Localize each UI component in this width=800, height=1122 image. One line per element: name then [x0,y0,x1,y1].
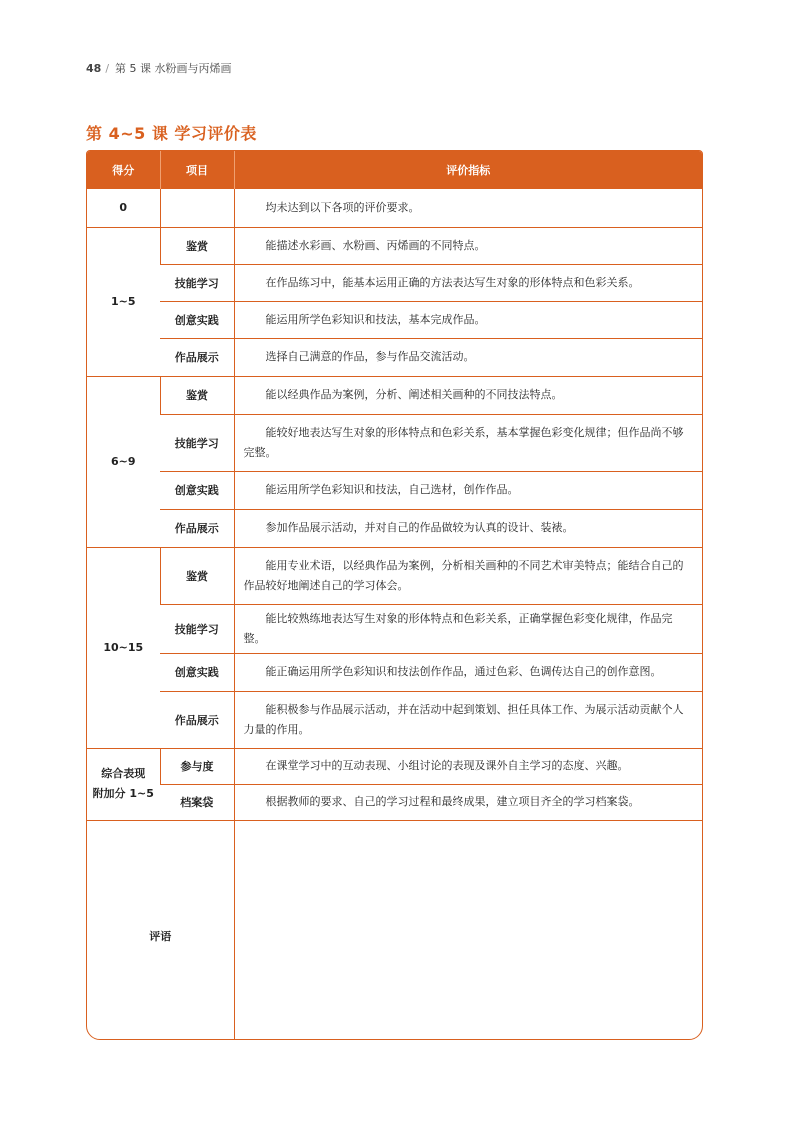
table-row [87,748,702,784]
score-cell: 0 [119,201,128,215]
criteria-cell: 能较好地表达写生对象的形体特点和色彩关系，基本掌握色彩变化规律；但作品尚不够完整。 [234,414,702,471]
lesson-title: 第 5 课 水粉画与丙烯画 [115,62,232,75]
item-cell: 参与度 [160,748,234,784]
criteria-cell: 能正确运用所学色彩知识和技法创作作品，通过色彩、色调传达自己的创作意图。 [234,653,702,691]
table-row [87,301,702,338]
criteria-cell: 能运用所学色彩知识和技法，基本完成作品。 [234,301,702,338]
criteria-cell: 参加作品展示活动，并对自己的作品做较为认真的设计、装裱。 [234,509,702,547]
remarks-area[interactable] [234,820,702,1040]
table-row [87,264,702,301]
criteria-cell: 选择自己满意的作品，参与作品交流活动。 [234,338,702,376]
criteria-cell: 在作品练习中，能基本运用正确的方法表达写生对象的形体特点和色彩关系。 [234,264,702,301]
criteria-cell: 能以经典作品为案例，分析、阐述相关画种的不同技法特点。 [234,376,702,414]
item-cell: 技能学习 [160,414,234,471]
item-cell: 档案袋 [160,784,234,820]
table-row [87,653,702,691]
header-criteria: 评价指标 [234,151,702,189]
criteria-cell: 在课堂学习中的互动表现、小组讨论的表现及课外自主学习的态度、兴趣。 [234,748,702,784]
table-row [87,376,702,414]
item-cell: 鉴赏 [160,227,234,264]
item-cell: 作品展示 [160,691,234,748]
remarks-label: 评语 [87,820,234,1040]
item-cell: 技能学习 [160,604,234,653]
table-row [87,189,702,227]
table-row [87,471,702,509]
page-title: 第 4~5 课 学习评价表 [86,124,257,143]
table-row [87,414,702,471]
score-cell: 10~15 [87,547,160,748]
item-cell: 作品展示 [160,338,234,376]
table-row [87,227,702,264]
score-cell [87,748,160,820]
criteria-cell: 能积极参与作品展示活动，并在活动中起到策划、担任具体工作、为展示活动贡献个人力量的作用。 [234,691,702,748]
criteria-cell: 均未达到以下各项的评价要求。 [234,189,702,227]
criteria-cell: 根据教师的要求、自己的学习过程和最终成果，建立项目齐全的学习档案袋。 [234,784,702,820]
criteria-cell: 能描述水彩画、水粉画、丙烯画的不同特点。 [234,227,702,264]
criteria-cell: 能运用所学色彩知识和技法，自己选材，创作作品。 [234,471,702,509]
item-cell: 鉴赏 [160,547,234,604]
table-row [87,509,702,547]
table-row [87,784,702,820]
page-number: 48 [86,62,102,75]
item-cell: 鉴赏 [160,376,234,414]
score-cell: 1~5 [87,227,160,376]
criteria-cell: 能用专业术语，以经典作品为案例，分析相关画种的不同艺术审美特点；能结合自己的作品较好地阐述自己的学习体会。 [234,547,702,604]
criteria-cell: 能比较熟练地表达写生对象的形体特点和色彩关系，正确掌握色彩变化规律，作品完整。 [234,604,702,653]
item-cell: 技能学习 [160,264,234,301]
table-row [87,604,702,653]
table-header-row [87,151,702,189]
item-cell: 创意实践 [160,653,234,691]
table-row [87,547,702,604]
item-cell: 创意实践 [160,301,234,338]
header-score: 得分 [87,151,160,189]
remarks-row [87,820,702,1040]
header-separator: / [105,62,110,75]
table-row [87,338,702,376]
item-cell [160,189,234,227]
running-header [86,60,232,76]
table-row [87,691,702,748]
evaluation-table [86,150,703,1040]
score-line: 综合表现 [101,767,146,780]
item-cell: 创意实践 [160,471,234,509]
item-cell: 作品展示 [160,509,234,547]
header-item: 项目 [160,151,234,189]
score-cell: 6~9 [87,376,160,547]
score-line: 附加分 1~5 [92,787,154,800]
